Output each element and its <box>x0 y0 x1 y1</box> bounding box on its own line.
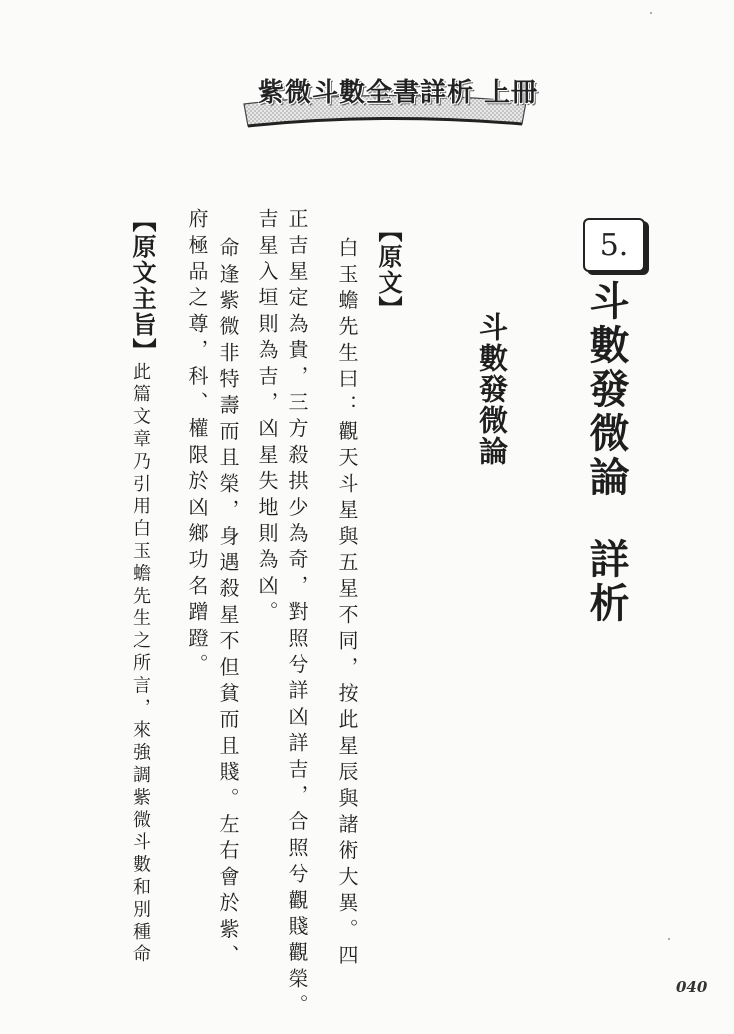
chapter-number-box <box>583 218 645 272</box>
original-text-line: 府極品之尊，科、權限於凶鄉功名蹭蹬。 <box>185 208 209 680</box>
scan-speck <box>650 12 652 14</box>
original-text-heading: 【原文】 <box>374 218 402 322</box>
theme-heading: 【原文主旨】 <box>128 208 156 364</box>
chapter-subtitle: 斗數發微論 <box>475 312 509 467</box>
header-banner <box>240 68 539 132</box>
banner-title: 紫微斗數全書詳析 上冊 <box>258 78 539 108</box>
chapter-number: 5. <box>599 227 629 263</box>
original-text-line: 白玉蟾先生曰：觀天斗星與五星不同，按此星辰與諸術大異。四 <box>335 237 359 971</box>
theme-text: 此篇文章乃引用白玉蟾先生之所言，來強調紫微斗數和別種命 <box>130 362 151 967</box>
chapter-title-suffix: 詳析 <box>583 538 629 626</box>
original-text-line: 吉星入垣則為吉，凶星失地則為凶。 <box>255 208 279 628</box>
original-text-line: 命逢紫微非特壽而且榮，身遇殺星不但貧而且賤。左右會於紫、 <box>216 237 240 971</box>
chapter-title-main: 斗數發微論 <box>583 280 629 500</box>
scan-speck <box>668 938 670 940</box>
original-text-line: 正吉星定為貴，三方殺拱少為奇，對照兮詳凶詳吉，合照兮觀賤觀榮。 <box>285 208 309 1021</box>
page-number: 040 <box>676 978 708 996</box>
chapter-title <box>583 280 629 626</box>
